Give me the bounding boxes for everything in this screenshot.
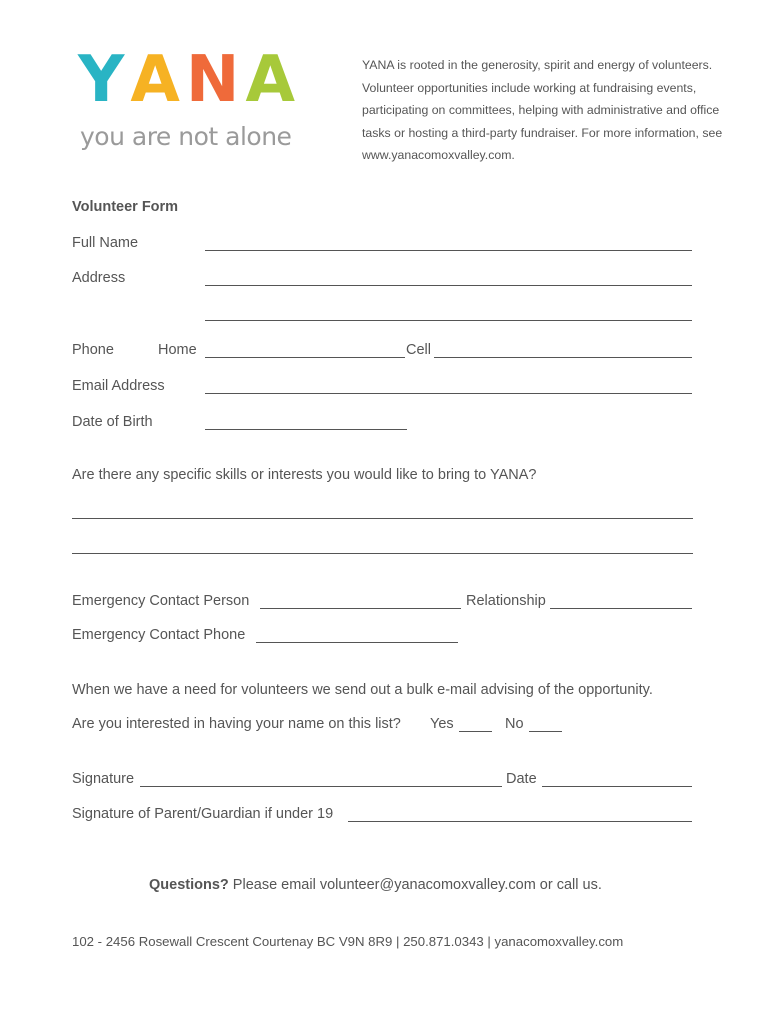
email-field[interactable] [205,393,692,394]
full-name-label: Full Name [72,235,139,251]
yes-field[interactable] [459,731,492,732]
date-label: Date [506,771,537,787]
emergency-person-label: Emergency Contact Person [72,593,250,609]
cell-phone-label: Cell [406,342,431,358]
form-title: Volunteer Form [72,199,179,215]
full-name-field[interactable] [205,250,692,251]
relationship-label: Relationship [466,593,546,609]
email-label: Email Address [72,378,165,394]
questions-lead: Questions? [149,877,229,893]
list-question: Are you interested in having your name on this list? [72,716,401,732]
logo-letter-y: Y [78,43,131,117]
questions-line [149,877,602,893]
skills-field-line-2[interactable] [72,553,693,554]
no-field[interactable] [529,731,562,732]
yana-logo [78,43,301,117]
address-field-line-1[interactable] [205,285,692,286]
emergency-phone-field[interactable] [256,642,458,643]
intro-text: YANA is rooted in the generosity, spirit and energy of volunteers. Volunteer opportunities include working at fundraising events, participating on committees, helping with administrative and office tasks or hosting a third-party fundraiser. For more information, see www.yanacomoxvalley.com. [362,58,723,162]
logo-letter-a2: A [245,43,301,117]
signature-label: Signature [72,771,135,787]
questions-text: Please email volunteer@yanacomoxvalley.com or call us. [232,877,602,893]
bulk-email-note: When we have a need for volunteers we send out a bulk e-mail advising of the opportunity. [72,682,653,698]
footer-contact: 102 - 2456 Rosewall Crescent Courtenay BC V9N 8R9 | 250.871.0343 | yanacomoxvalley.com [72,934,624,949]
address-label: Address [72,270,126,286]
guardian-signature-field[interactable] [348,821,692,822]
logo-tagline: you are not alone [80,122,292,151]
home-phone-label: Home [158,342,197,358]
cell-phone-field[interactable] [434,357,692,358]
dob-label: Date of Birth [72,414,153,430]
logo-letter-a: A [130,43,186,117]
emergency-phone-label: Emergency Contact Phone [72,627,246,643]
emergency-person-field[interactable] [260,608,461,609]
signature-field[interactable] [140,786,502,787]
logo-letter-n: N [185,43,246,117]
date-field[interactable] [542,786,692,787]
skills-question: Are there any specific skills or interests you would like to bring to YANA? [72,467,537,483]
skills-field-line-1[interactable] [72,518,693,519]
guardian-signature-label: Signature of Parent/Guardian if under 19 [72,806,334,822]
home-phone-field[interactable] [205,357,405,358]
dob-field[interactable] [205,429,407,430]
phone-label: Phone [72,342,114,358]
no-label: No [505,716,524,732]
address-field-line-2[interactable] [205,320,692,321]
relationship-field[interactable] [550,608,692,609]
yes-label: Yes [430,716,454,732]
